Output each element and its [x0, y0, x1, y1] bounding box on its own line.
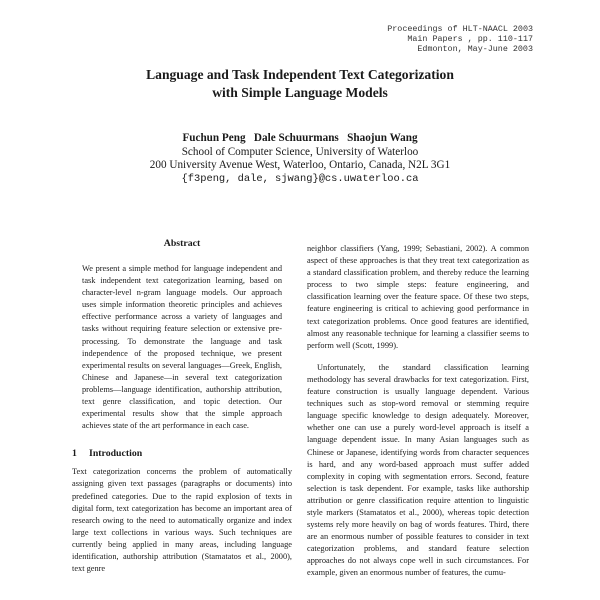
author-names: Fuchun Peng Dale Schuurmans Shaojun Wang [182, 132, 418, 144]
abstract-heading: Abstract [163, 238, 201, 249]
intro-paragraph: Text categorization concerns the problem of automatically assigning given text passages (paragraphs or documents) into predefined categories. Due to the rapid explosion of texts in digital form, text categorization has become an important area of research owing to the need to automatically organize and index large text collections in various ways. Such techniques are currently being applied in many areas, including language identification, authorship attribution (Stamatatos et al., 2000), text genre [72, 467, 292, 574]
abstract-body: We present a simple method for language independent and task independent text categorization learning, based on character-level n-gram language models. Our approach uses simple information theoretic principles and achieves effective performance across a variety of languages and tasks without requiring feature selection or extensive pre-processing. To demonstrate the language and task independence of the proposed technique, we present experimental results on several languages—Greek, English, Chinese and Japanese—in several text categorization problems—language identification, authorship attribution, text genre classification, and topic detection. Our experimental results show that the simple approach achieves state of the art performance in each case. [82, 264, 282, 431]
proceedings-line: Main Papers , pp. 110-117 [407, 34, 533, 44]
address: 200 University Avenue West, Waterloo, Ontario, Canada, N2L 3G1 [149, 159, 451, 172]
author-block [0, 132, 600, 186]
section-heading [72, 448, 292, 460]
body-paragraph: neighbor classifiers (Yang, 1999; Sebastiani, 2002). A common aspect of these approaches is that they treat text categorization as a standard classification problem, and thereby reduce the learning process to two simple steps: feature engineering, and classification learning over the feature space. Of these two steps, feature engineering is critical to achieving good performance in text categorization problems. Once good features are identified, almost any reasonable technique for learning a classifier seems to perform well (Scott, 1999). [307, 244, 529, 350]
title-line: with Simple Language Models [212, 85, 388, 100]
affiliation: School of Computer Science, University of Waterloo [181, 145, 419, 158]
paper-title [0, 66, 600, 102]
section-number: 1 [72, 448, 77, 460]
email: {f3peng, dale, sjwang}@cs.uwaterloo.ca [181, 172, 419, 185]
section-title: Introduction [89, 448, 143, 460]
body-paragraph: Unfortunately, the standard classification learning methodology has several drawbacks for text categorization. First, feature construction is usually language dependent. Various techniques such as stop-word removal or stemming require language specific knowledge to design adequately. Moreover, whether one can use a purely word-level approach is itself a language dependent issue. In many Asian languages such as Chinese or Japanese, identifying words from character sequences is hard, and any word-based approach must suffer added complexity in coping with segmentation errors. Second, feature selection is task dependent. For example, tasks like authorship attribution or genre classification require attention to linguistic style markers (Stamatatos et al., 2000), whereas topic detection systems rely more heavily on bag of words features. Third, there are an enormous number of possible features to consider in text categorization problems, and standard feature selection approaches do not always cope well in such circumstances. For example, given an enormous number of features, the cumu- [307, 362, 529, 578]
left-column [72, 238, 292, 575]
title-line: Language and Task Independent Text Categorization [146, 67, 454, 82]
right-column [307, 243, 529, 580]
proceedings-header [387, 24, 533, 54]
proceedings-line: Edmonton, May-June 2003 [417, 44, 533, 54]
proceedings-line: Proceedings of HLT-NAACL 2003 [387, 24, 533, 34]
